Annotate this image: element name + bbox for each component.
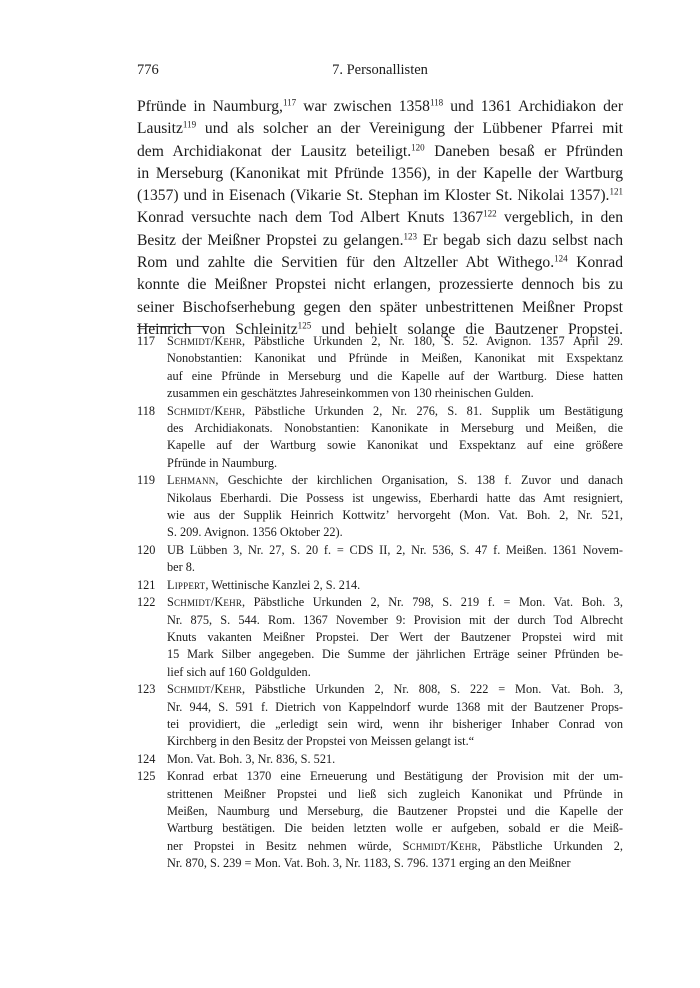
footnote-number: 124 xyxy=(137,751,156,766)
footnote-number: 121 xyxy=(137,577,156,592)
text-segment: , Päbstliche Urkunden 2, xyxy=(477,838,623,853)
footnote-line xyxy=(167,333,623,350)
text-segment: , Päbstliche Urkunden 2, Nr. 808, S. 222 = Mon. Vat. Boh. 3, xyxy=(242,682,623,697)
footnote-line xyxy=(167,646,623,663)
footnote-line xyxy=(167,716,623,733)
footnote-line xyxy=(167,803,623,820)
text-segment: (1357) und in Eisenach (Vikarie St. Stephan im Kloster St. Nikolai 1357). xyxy=(137,187,610,205)
text-segment: S. 209. Avignon. 1356 Oktober 22). xyxy=(167,525,343,540)
text-segment: , Päbstliche Urkunden 2, Nr. 798, S. 219 f. = Mon. Vat. Boh. 3, xyxy=(242,595,623,610)
text-line xyxy=(137,185,623,207)
text-segment: seiner Bischofserhebung gegen den später unbestrittenen Meißner Propst xyxy=(137,298,623,316)
running-head: 7. Personallisten xyxy=(332,62,428,78)
text-line xyxy=(137,96,623,118)
text-segment: Daneben besaß er Pfründen xyxy=(424,142,623,160)
footnote-line xyxy=(167,855,623,872)
footnotes xyxy=(137,333,623,873)
footnote-ref[interactable]: 118 xyxy=(429,97,444,108)
text-segment: 15 Mark Silber angegeben. Die Summe der jährlichen Erträge seiner Pfründen be- xyxy=(167,647,623,662)
page-number: 776 xyxy=(137,62,159,78)
footnote-separator xyxy=(137,326,209,327)
footnote-ref[interactable]: 117 xyxy=(282,97,297,108)
text-line xyxy=(137,163,623,185)
text-segment: tei providiert, die „erledigt sein wird, wenn ihr bisheriger Inhaber Conrad von xyxy=(167,716,623,731)
footnote-line xyxy=(167,455,623,472)
text-segment: und behielt solange die Bautzener Propstei. xyxy=(311,320,623,338)
text-segment: konnte die Meißner Propstei nicht erlangen, prozessierte dennoch bis zu xyxy=(137,276,623,294)
page-header xyxy=(137,62,623,82)
text-segment: Kapelle auf der Wartburg sowie Kanonikat und Exspektanz auf eine größere xyxy=(167,438,623,453)
text-line xyxy=(137,297,623,319)
footnote-line xyxy=(167,699,623,716)
footnote-line xyxy=(167,437,623,454)
footnote-number: 117 xyxy=(137,334,155,348)
text-segment: Nr. 870, S. 239 = Mon. Vat. Boh. 3, Nr. 1183, S. 796. 1371 erging an den Meißner xyxy=(167,856,571,871)
text-segment: zusammen ein geschätztes Jahreseinkommen von 130 rheinischen Gulden. xyxy=(167,386,534,401)
text-segment: , Päbstliche Urkunden 2, Nr. 276, S. 81. Supplik um Bestätigung xyxy=(242,403,623,418)
footnote-ref[interactable]: 124 xyxy=(554,253,568,264)
text-line xyxy=(137,207,623,229)
text-segment: Nikolaus Eberhardi. Die Possess ist ungewiss, Eberhardi hatte das Amt resigniert, xyxy=(167,490,623,505)
footnote-line xyxy=(167,542,623,559)
footnote-line xyxy=(167,403,623,420)
text-segment: , Päbstliche Urkunden 2, Nr. 180, S. 52. Avignon. 1357 April 29. xyxy=(242,334,623,348)
footnote-line xyxy=(167,768,623,785)
text-line xyxy=(137,252,623,274)
text-segment: , Wettinische Kanzlei 2, S. 214. xyxy=(205,577,361,592)
text-segment: in Merseburg (Kanonikat mit Pfründe 1356), in der Kapelle der Wartburg xyxy=(137,164,623,182)
footnote-line xyxy=(167,472,623,489)
text-segment: wie aus der Supplik Heinrich Kottwitz’ hervorgeht (Mon. Vat. Boh. 2, Nr. 521, xyxy=(167,508,623,523)
text-segment: Lausitz xyxy=(137,120,183,138)
footnote-ref[interactable]: 119 xyxy=(182,119,197,130)
footnote-line xyxy=(167,751,623,768)
text-segment: Konrad xyxy=(567,254,624,272)
footnote-line xyxy=(167,577,623,594)
footnote-ref[interactable]: 123 xyxy=(403,231,418,242)
text-segment: Mon. Vat. Boh. 3, Nr. 836, S. 521. xyxy=(167,751,336,766)
footnote-124 xyxy=(137,751,623,768)
text-segment: Kirchberg in den Besitz der Propstei von Meissen gelangt ist.“ xyxy=(167,734,475,749)
text-segment: ber 8. xyxy=(167,560,195,575)
text-segment: Besitz der Meißner Propstei zu gelangen. xyxy=(137,231,404,249)
footnote-line xyxy=(167,629,623,646)
footnote-ref[interactable]: 122 xyxy=(483,208,497,219)
footnote-119 xyxy=(137,472,623,542)
text-segment: Nonobstantien: Kanonikat und Pfründe in Meißen, Kanonikat mit Exspektanz xyxy=(167,351,623,366)
footnote-number: 118 xyxy=(137,403,155,418)
footnote-number: 120 xyxy=(137,542,156,557)
footnote-123 xyxy=(137,681,623,751)
footnote-121 xyxy=(137,577,623,594)
author-name: Schmidt/Kehr xyxy=(167,403,243,418)
text-segment: UB Lübben 3, Nr. 27, S. 20 f. = CDS II, 2, Nr. 536, S. 47 f. Meißen. 1361 Novem- xyxy=(167,542,623,557)
footnote-line xyxy=(167,420,623,437)
footnote-line xyxy=(167,612,623,629)
text-segment: und als solcher an der Vereinigung der Lübbener Pfarrei mit xyxy=(196,120,623,138)
footnote-line xyxy=(167,507,623,524)
author-name: Schmidt/Kehr xyxy=(402,838,478,853)
text-segment: Meißen, Naumburg und Merseburg, die Bautzener Propstei und die Kapelle der xyxy=(167,803,623,818)
text-segment: und 1361 Archidiakon der xyxy=(443,98,624,115)
footnote-number: 119 xyxy=(137,473,155,488)
footnote-ref[interactable]: 121 xyxy=(609,186,623,197)
footnote-line xyxy=(167,594,623,611)
author-name: Lippert xyxy=(167,577,206,592)
text-segment: Wartburg bestätigen. Die beiden letzten wolle er aufgeben, sobald er die Meiß- xyxy=(167,821,623,836)
text-segment: Knuts vakanten Meißner Propstei. Der Wert der Bautzener Propstei wird mit xyxy=(167,629,623,644)
footnote-118 xyxy=(137,403,623,473)
footnote-117 xyxy=(137,333,623,403)
text-line xyxy=(137,274,623,296)
footnote-ref[interactable]: 120 xyxy=(411,141,425,152)
text-segment: Konrad erbat 1370 eine Erneuerung und Bestätigung der Provision mit der um- xyxy=(167,769,623,784)
text-line xyxy=(137,118,623,140)
footnote-line xyxy=(167,368,623,385)
footnote-line xyxy=(167,681,623,698)
text-segment: des Archidiakonats. Nonobstantien: Kanonikate in Merseburg und Meißen, die xyxy=(167,421,623,436)
footnote-122 xyxy=(137,594,623,681)
text-segment: Konrad versuchte nach dem Tod Albert Knuts 1367 xyxy=(137,209,484,227)
footnote-ref[interactable]: 125 xyxy=(297,320,312,331)
author-name: Lehmann xyxy=(167,473,216,488)
text-segment: Pfründe in Naumburg. xyxy=(167,455,278,470)
text-segment: dem Archidiakonat der Lausitz beteiligt. xyxy=(137,142,412,160)
footnote-number: 125 xyxy=(137,769,156,784)
footnote-number: 123 xyxy=(137,682,156,697)
author-name: Schmidt/Kehr xyxy=(167,334,243,348)
footnote-120 xyxy=(137,542,623,577)
text-segment: Nr. 944, S. 591 f. Dietrich von Kappelndorf wurde 1368 mit der Bautzener Props- xyxy=(167,699,623,714)
footnote-125 xyxy=(137,768,623,872)
author-name: Schmidt/Kehr xyxy=(167,595,243,610)
author-name: Schmidt/Kehr xyxy=(167,682,243,697)
text-segment: Rom und zahlte die Servitien für den Altzeller Abt Withego. xyxy=(137,254,555,272)
footnote-line xyxy=(167,350,623,367)
text-segment: Pfründe in Naumburg, xyxy=(137,98,283,115)
footnote-number: 122 xyxy=(137,595,156,610)
footnote-line xyxy=(167,838,623,855)
footnote-line xyxy=(167,733,623,750)
footnote-line xyxy=(167,385,623,402)
text-segment: ner Propstei in Besitz nehmen würde, xyxy=(167,838,403,853)
footnote-line xyxy=(167,664,623,681)
text-segment: war zwischen 1358 xyxy=(296,98,430,115)
text-line xyxy=(137,230,623,252)
text-segment: Nr. 875, S. 544. Rom. 1367 November 9: Provision mit der durch Tod Albrecht xyxy=(167,612,623,627)
text-segment: , Geschichte der kirchlichen Organisation, S. 138 f. Zuvor und danach xyxy=(215,473,623,488)
text-segment: lief sich auf 160 Goldgulden. xyxy=(167,664,311,679)
footnote-line xyxy=(167,490,623,507)
footnote-line xyxy=(167,820,623,837)
footnote-line xyxy=(167,524,623,541)
text-line xyxy=(137,141,623,163)
footnote-line xyxy=(167,786,623,803)
text-segment: Heinrich von Schleinitz xyxy=(137,320,298,338)
main-text xyxy=(137,96,623,341)
text-segment: auf eine Pfründe in Merseburg und die Kapelle auf der Wartburg. Diese hatten xyxy=(167,368,623,383)
footnote-line xyxy=(167,559,623,576)
text-segment: Er begab sich dazu selbst nach xyxy=(417,231,623,249)
text-segment: strittenen Meißner Propstei und ließ sich zugleich Kanonikat und Pfründe in xyxy=(167,786,623,801)
text-segment: vergeblich, in den xyxy=(496,209,624,227)
